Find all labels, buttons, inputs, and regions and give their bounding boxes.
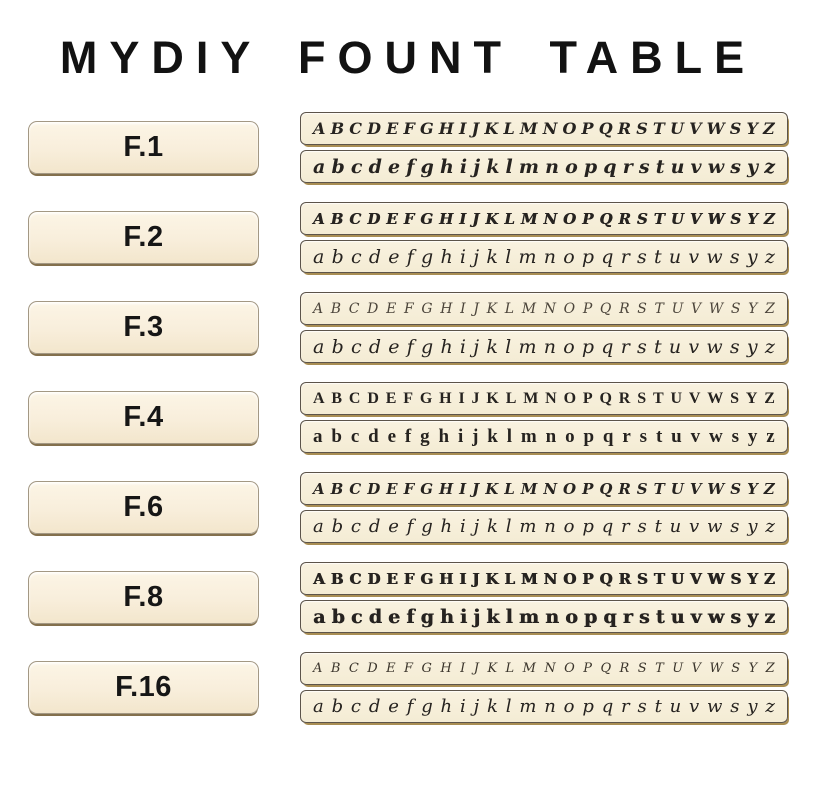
- uppercase-strip: [300, 562, 788, 595]
- uppercase-letters: A B C D E F G H I J K L M N O P Q R S T U V W S Y Z: [313, 661, 775, 676]
- lowercase-letters: a b c d e f g h i j k l m n o p q r s t u v w s y z: [313, 155, 775, 178]
- font-table-page: [0, 32, 816, 802]
- uppercase-letters: A B C D E F G H I J K L M N O P Q R S T U V W S Y Z: [313, 479, 775, 498]
- uppercase-letters: A B C D E F G H I J K L M N O P Q R S T U V W S Y Z: [313, 209, 775, 228]
- font-row-f3: [0, 292, 816, 363]
- font-row-f1: [0, 112, 816, 183]
- lowercase-strip: [300, 330, 788, 363]
- font-label: F.3: [123, 311, 164, 343]
- lowercase-strip: [300, 240, 788, 273]
- font-label-plate: [28, 661, 259, 714]
- lowercase-letters: a b c d e f g h i j k l m n o p q r s t u v w s y z: [313, 335, 775, 358]
- font-label: F.2: [123, 221, 164, 253]
- alphabet-strips: [300, 202, 788, 273]
- font-label-plate: [28, 121, 259, 174]
- uppercase-strip: [300, 472, 788, 505]
- alphabet-strips: [300, 562, 788, 633]
- font-label-plate: [28, 571, 259, 624]
- lowercase-letters: a b c d e f g h i j k l m n o p q r s t u v w s y z: [313, 605, 775, 628]
- font-row-f8: [0, 562, 816, 633]
- uppercase-strip: [300, 382, 788, 415]
- lowercase-strip: [300, 420, 788, 453]
- font-label-plate: [28, 301, 259, 354]
- alphabet-strips: [300, 382, 788, 453]
- lowercase-strip: [300, 690, 788, 723]
- font-label: F.1: [123, 131, 164, 163]
- uppercase-letters: A B C D E F G H I J K L M N O P Q R S T U V W S Y Z: [313, 389, 775, 407]
- font-label: F.6: [123, 491, 164, 523]
- font-row-f16: [0, 652, 816, 723]
- font-label: F.4: [123, 401, 164, 433]
- uppercase-strip: [300, 292, 788, 325]
- uppercase-strip: [300, 202, 788, 235]
- font-row-f6: [0, 472, 816, 543]
- font-row-f2: [0, 202, 816, 273]
- font-label-plate: [28, 211, 259, 264]
- uppercase-strip: [300, 652, 788, 685]
- font-label: F.16: [115, 671, 172, 703]
- lowercase-strip: [300, 600, 788, 633]
- alphabet-strips: [300, 292, 788, 363]
- uppercase-strip: [300, 112, 788, 145]
- font-row-f4: [0, 382, 816, 453]
- lowercase-letters: a b c d e f g h i j k l m n o p q r s t u v w s y z: [313, 516, 775, 537]
- lowercase-letters: a b c d e f g h i j k l m n o p q r s t u v w s y z: [313, 425, 775, 447]
- lowercase-strip: [300, 150, 788, 183]
- alphabet-strips: [300, 652, 788, 723]
- alphabet-strips: [300, 472, 788, 543]
- alphabet-strips: [300, 112, 788, 183]
- uppercase-letters: A B C D E F G H I J K L M N O P Q R S T U V W S Y Z: [313, 300, 775, 317]
- page-title: MYDIY FOUNT TABLE: [59, 32, 757, 83]
- font-label-plate: [28, 481, 259, 534]
- uppercase-letters: A B C D E F G H I J K L M N O P Q R S T U V W S Y Z: [313, 119, 775, 138]
- font-label-plate: [28, 391, 259, 444]
- lowercase-letters: a b c d e f g h i j k l m n o p q r s t u v w s y z: [313, 245, 775, 268]
- font-rows: [0, 112, 816, 723]
- lowercase-strip: [300, 510, 788, 543]
- uppercase-letters: A B C D E F G H I J K L M N O P Q R S T U V W S Y Z: [313, 569, 775, 588]
- lowercase-letters: a b c d e f g h i j k l m n o p q r s t u v w s y z: [313, 696, 775, 717]
- font-label: F.8: [123, 581, 164, 613]
